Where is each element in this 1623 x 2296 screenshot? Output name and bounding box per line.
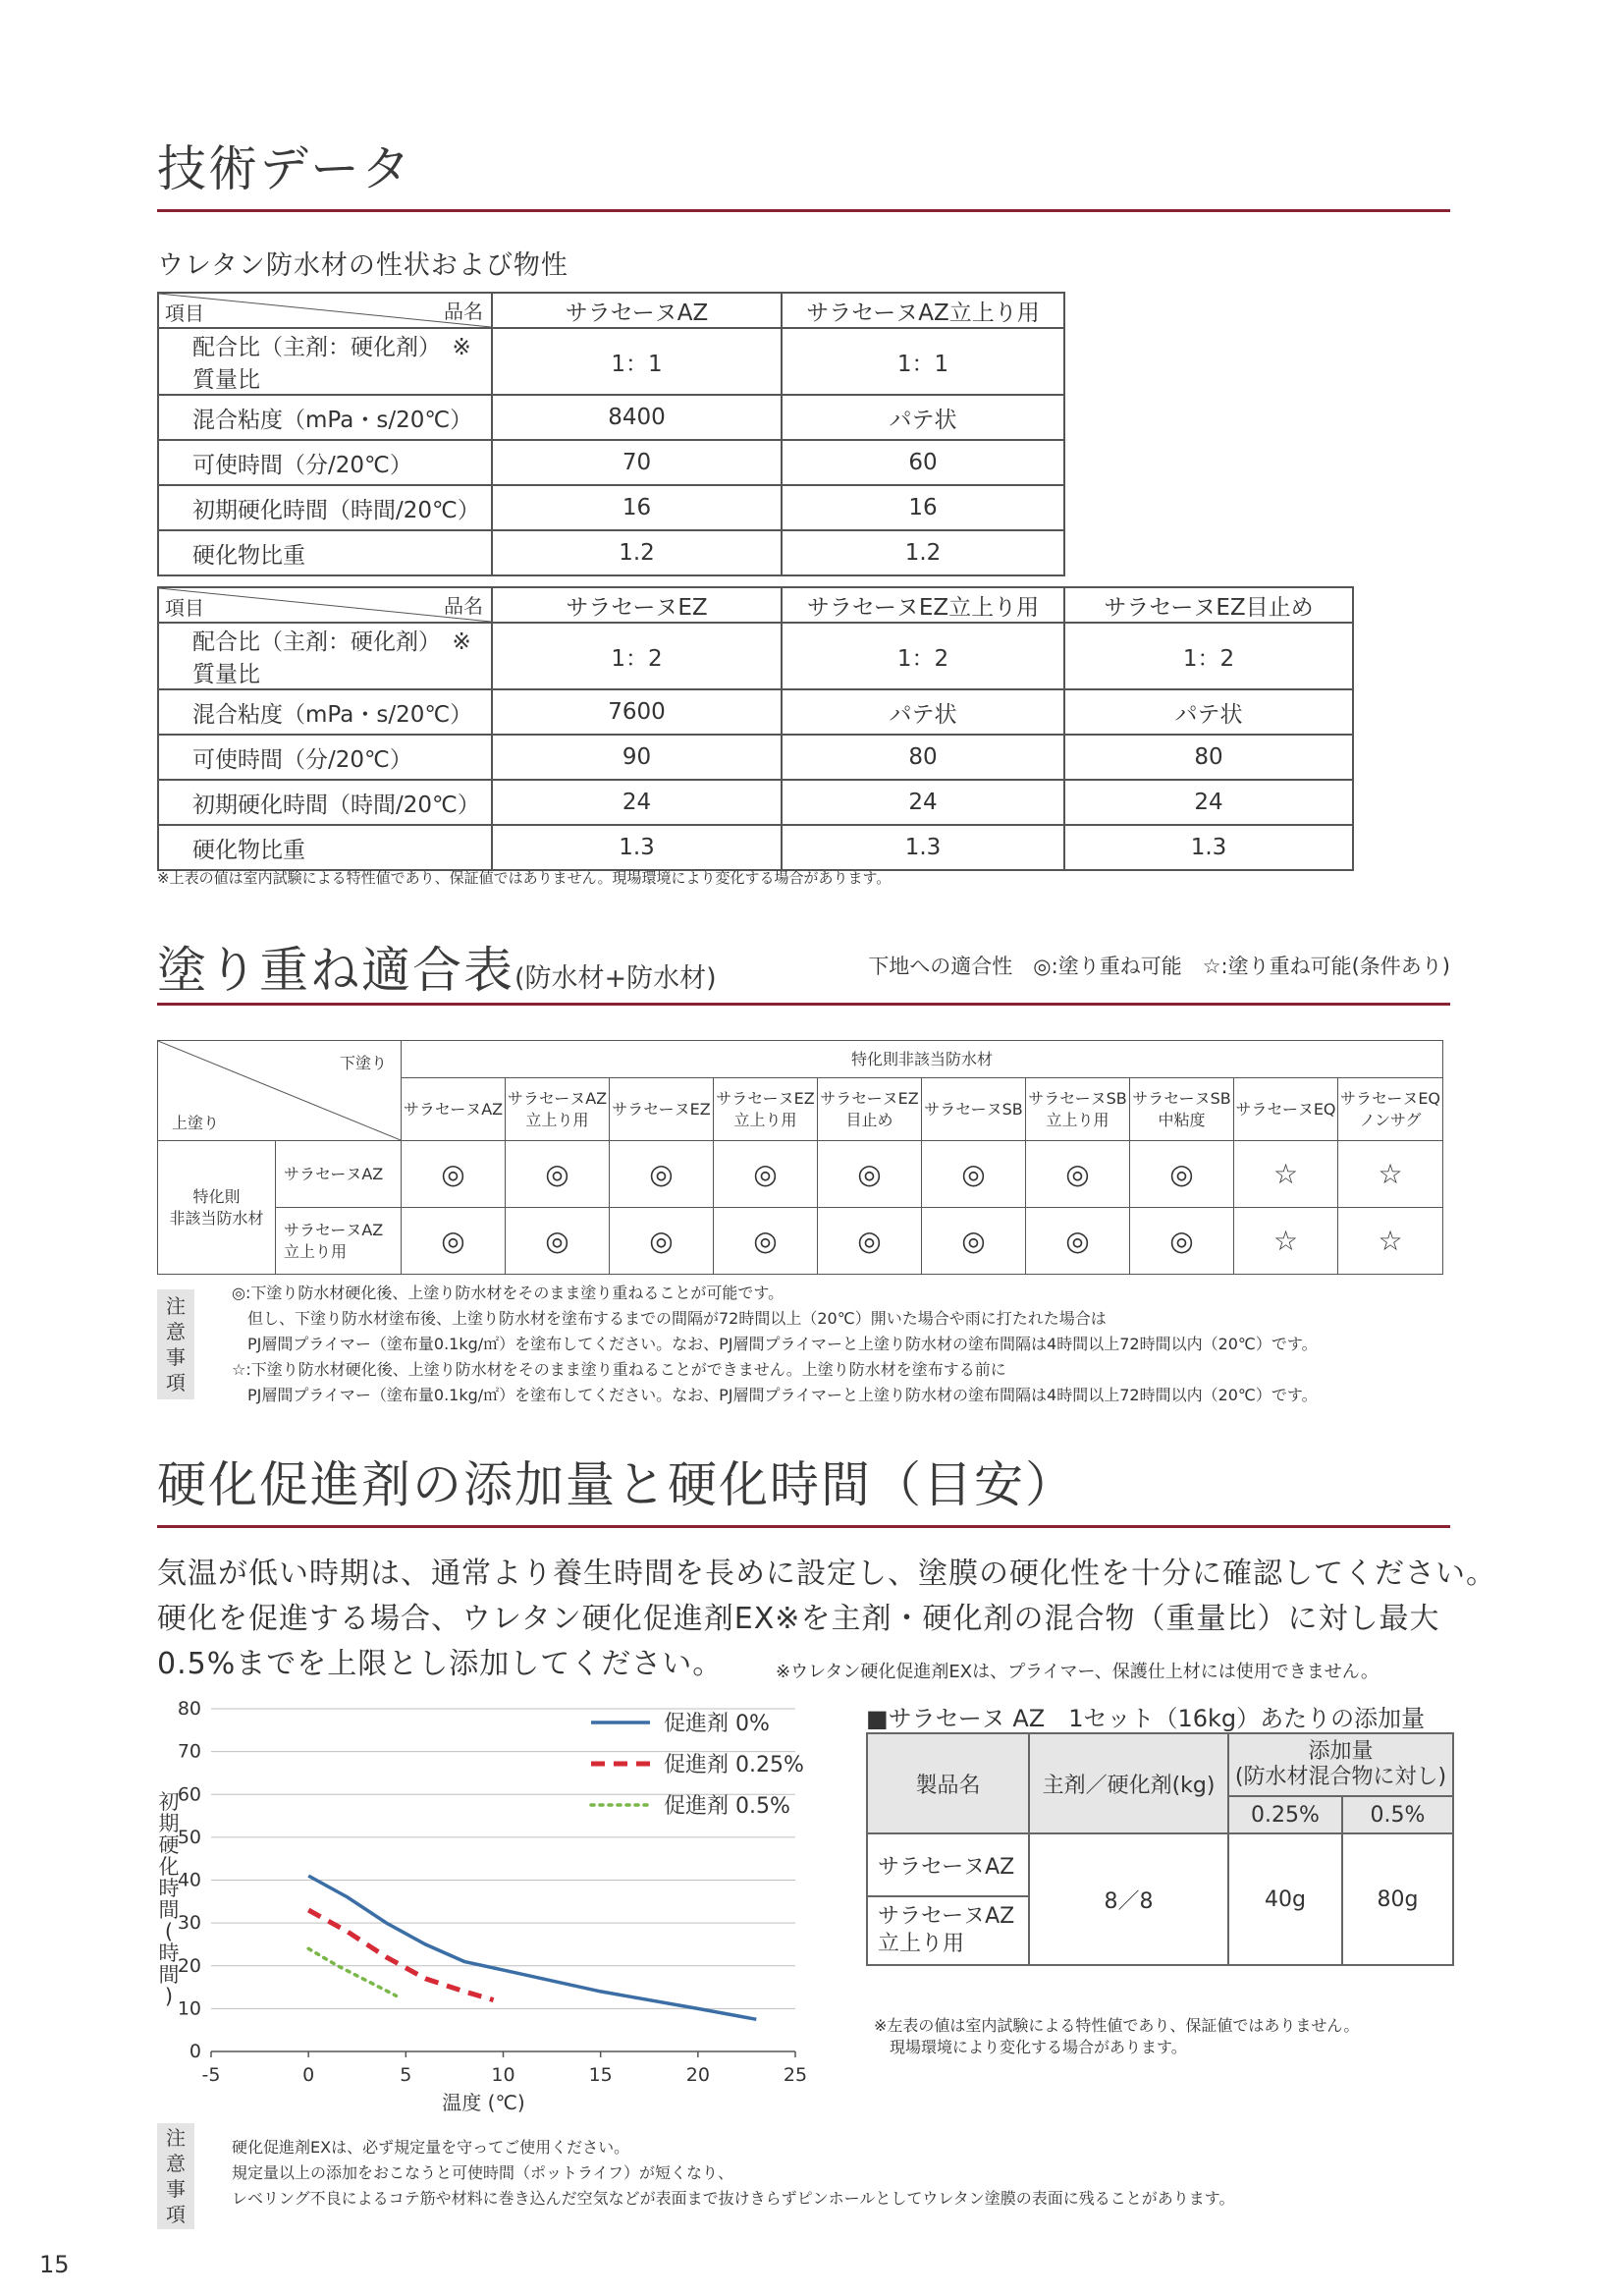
intro-line: 気温が低い時期は、通常より養生時間を長めに設定し、塗膜の硬化性を十分に確認してください。 (157, 1557, 1496, 1591)
note-line: 現場環境により変化する場合があります。 (874, 2038, 1187, 2056)
column-header-line: サラセーヌEZ (612, 1099, 711, 1119)
spec-value-cell: 1：2 (782, 623, 1064, 689)
compat-column-header (1130, 1078, 1234, 1141)
y-axis-label: 初期硬化時間(時間) (158, 1790, 180, 2008)
compat-symbol-cell: ◎ (818, 1141, 922, 1208)
spec-row-label: 硬化物比重 (158, 530, 492, 575)
compat-symbol-cell: ◎ (610, 1208, 714, 1275)
note-line: レベリング不良によるコテ筋や材料に巻き込んだ空気などが表面まで抜けきらずピンホールとしてウレタン塗膜の表面に残ることがあります。 (232, 2189, 1235, 2208)
notes-badge (157, 1289, 194, 1399)
spec-row-label: 初期硬化時間（時間/20℃） (158, 485, 492, 530)
column-header-line: サラセーヌEZ (716, 1088, 815, 1108)
diagonal-header-cell (158, 293, 492, 328)
header-add-label: 添加量 (1308, 1739, 1374, 1764)
header-item-label: 項目 (165, 596, 204, 620)
spec-value-cell: 24 (492, 780, 782, 825)
compat-column-header (1026, 1078, 1130, 1141)
title-rule (157, 1525, 1450, 1528)
column-header-line: サラセーヌEQ (1235, 1099, 1336, 1119)
badge-char: 項 (166, 1371, 186, 1394)
spec-value-cell: 1.3 (1064, 825, 1353, 870)
compat-symbol-cell: ☆ (1234, 1208, 1338, 1275)
add-cell: 80g (1342, 1833, 1453, 1965)
section-title-accel: 硬化促進剤の添加量と硬化時間（目安） (157, 1456, 1076, 1513)
x-tick-label: 5 (400, 2064, 412, 2086)
add-table-title: ■サラセーヌ AZ 1セット（16kg）あたりの添加量 (866, 1705, 1426, 1732)
spec-value-cell: 7600 (492, 689, 782, 735)
y-tick-label: 80 (177, 1698, 201, 1720)
under-coat-label: 下塗り (339, 1054, 387, 1072)
y-tick-label: 70 (177, 1740, 201, 1763)
header-pct: 0.25% (1228, 1796, 1342, 1833)
note-line: ◎:下塗り防水材硬化後、上塗り防水材をそのまま塗り重ねることが可能です。 (232, 1284, 784, 1302)
spec-value-cell: 80 (1064, 735, 1353, 780)
column-header-line: サラセーヌSB (924, 1099, 1023, 1119)
product-header: サラセーヌAZ立上り用 (782, 293, 1064, 328)
column-header-line: サラセーヌEZ (820, 1088, 919, 1108)
compat-title-suffix: (防水材+防水材) (514, 963, 717, 994)
badge-char: 注 (166, 2126, 186, 2150)
compat-column-header (818, 1078, 922, 1141)
series-line-2 (308, 1948, 396, 1995)
note-line: ※左表の値は室内試験による特性値であり、保証値ではありません。 (874, 2016, 1360, 2035)
column-header-line: サラセーヌEQ (1339, 1088, 1441, 1108)
badge-char: 意 (166, 1320, 186, 1343)
compat-row-label (276, 1141, 402, 1208)
compat-symbol-cell: ◎ (402, 1208, 506, 1275)
product-cell: サラセーヌAZ (867, 1833, 1029, 1896)
header-add (1228, 1733, 1453, 1796)
note-line: ☆:下塗り防水材硬化後、上塗り防水材をそのまま塗り重ねることができません。上塗り防水材を塗布する前に (232, 1360, 1006, 1379)
spec-value-cell: 1：2 (1064, 623, 1353, 689)
compat-symbol-cell: ◎ (922, 1208, 1026, 1275)
header-ratio: 主剤／硬化剤(kg) (1029, 1733, 1228, 1833)
add-cell: 40g (1228, 1833, 1342, 1965)
product-line: 立上り用 (878, 1932, 965, 1956)
add-table-note (874, 2015, 1359, 2058)
compat-table (157, 1040, 1443, 1275)
compat-symbol-cell: ◎ (610, 1141, 714, 1208)
header-add-sub: (防水材混合物に対し) (1234, 1765, 1447, 1789)
compat-column-header (506, 1078, 610, 1141)
intro-line: 0.5%までを上限とし添加してください。 (157, 1647, 724, 1681)
tech-subtitle: ウレタン防水材の性状および物性 (157, 250, 568, 281)
legend-label: 促進剤 0.5% (664, 1794, 790, 1819)
title-rule (157, 209, 1450, 212)
section-title-compat (157, 931, 717, 1002)
row-group-label (158, 1141, 276, 1275)
x-tick-label: 15 (588, 2064, 613, 2086)
notes-badge (157, 2123, 194, 2229)
product-cell (867, 1896, 1029, 1965)
spec-row-label: 硬化物比重 (158, 825, 492, 870)
product-header: サラセーヌEZ目止め (1064, 587, 1353, 623)
spec-row-label: 可使時間（分/20℃） (158, 735, 492, 780)
y-tick-label: 10 (177, 1997, 201, 2020)
diagonal-header-cell (158, 587, 492, 623)
compat-symbol-cell: ◎ (506, 1208, 610, 1275)
product-line: サラセーヌAZ (878, 1904, 1015, 1929)
spec-value-cell: 24 (1064, 780, 1353, 825)
cure-time-chart (147, 1691, 854, 2123)
spec-value-cell: 80 (782, 735, 1064, 780)
compat-column-header (402, 1078, 506, 1141)
compat-symbol-cell: ◎ (922, 1141, 1026, 1208)
badge-char: 項 (166, 2203, 186, 2226)
x-tick-label: 20 (685, 2064, 710, 2086)
row-group-line: 特化則 (192, 1186, 241, 1206)
section-title-tech: 技術データ (157, 140, 412, 197)
product-header: サラセーヌEZ (492, 587, 782, 623)
spec-row-label: 混合粘度（mPa・s/20℃） (158, 689, 492, 735)
spec-table-az (157, 292, 1065, 576)
compat-column-header (1338, 1078, 1443, 1141)
compat-symbol-cell: ◎ (506, 1141, 610, 1208)
header-item-label: 項目 (165, 301, 204, 325)
spec-value-cell: パテ状 (1064, 689, 1353, 735)
spec-value-cell: 24 (782, 780, 1064, 825)
note-line: PJ層間プライマー（塗布量0.1kg/㎡）を塗布してください。なお、PJ層間プライマーと上塗り防水材の塗布間隔は4時間以上72時間以内（20℃）です。 (232, 1386, 1318, 1404)
legend-label: 促進剤 0.25% (664, 1753, 804, 1777)
spec-value-cell: 60 (782, 440, 1064, 485)
title-rule (157, 1003, 1450, 1006)
header-product-label: 品名 (444, 594, 483, 618)
y-tick-label: 0 (189, 2041, 201, 2062)
compat-symbol-cell: ☆ (1338, 1208, 1443, 1275)
spec-table-ez (157, 586, 1354, 871)
spec-row-label: 配合比（主剤：硬化剤） ※質量比 (158, 623, 492, 689)
intro-line: 硬化を促進する場合、ウレタン硬化促進剤EX※を主剤・硬化剤の混合物（重量比）に対し最大 (157, 1602, 1440, 1636)
compat-symbol-cell: ☆ (1338, 1141, 1443, 1208)
compat-group-header: 特化則非該当防水材 (402, 1041, 1443, 1078)
spec-value-cell: 16 (782, 485, 1064, 530)
header-product-label: 品名 (444, 300, 483, 323)
badge-char: 事 (166, 1345, 186, 1369)
y-tick-label: 30 (177, 1912, 201, 1935)
compat-symbol-cell: ◎ (714, 1141, 818, 1208)
spec-value-cell: 1：1 (782, 328, 1064, 395)
column-header-line: サラセーヌSB (1028, 1088, 1127, 1108)
spec-row-label: 可使時間（分/20℃） (158, 440, 492, 485)
row-label-line: サラセーヌAZ (284, 1220, 384, 1239)
spec-value-cell: 1.2 (782, 530, 1064, 575)
badge-char: 意 (166, 2152, 186, 2175)
legend-label: 促進剤 0% (664, 1712, 770, 1736)
spec-row-label: 配合比（主剤：硬化剤） ※質量比 (158, 328, 492, 395)
compat-title: 塗り重ね適合表 (157, 942, 514, 999)
x-axis-label: 温度 (℃) (442, 2091, 525, 2114)
compat-symbol-cell: ◎ (714, 1208, 818, 1275)
spec-value-cell: パテ状 (782, 395, 1064, 440)
spec-row-label: 初期硬化時間（時間/20℃） (158, 780, 492, 825)
compat-row-label (276, 1208, 402, 1275)
spec-value-cell: 70 (492, 440, 782, 485)
compat-column-header (714, 1078, 818, 1141)
row-label-line: サラセーヌAZ (284, 1164, 384, 1183)
spec-value-cell: 1：1 (492, 328, 782, 395)
series-line-1 (308, 1910, 493, 2000)
product-header: サラセーヌEZ立上り用 (782, 587, 1064, 623)
spec-value-cell: 1.2 (492, 530, 782, 575)
compat-notes (232, 1281, 1318, 1408)
column-header-line: 中粘度 (1158, 1110, 1206, 1129)
spec-value-cell: 1.3 (492, 825, 782, 870)
compat-column-header (1234, 1078, 1338, 1141)
note-line: 硬化促進剤EXは、必ず規定量を守ってご使用ください。 (232, 2138, 630, 2157)
column-header-line: サラセーヌAZ (507, 1088, 608, 1108)
compat-symbol-cell: ☆ (1234, 1141, 1338, 1208)
x-tick-label: 0 (302, 2064, 315, 2086)
spec-value-cell: 16 (492, 485, 782, 530)
spec-value-cell: 90 (492, 735, 782, 780)
header-product: 製品名 (867, 1733, 1029, 1833)
spec-row-label: 混合粘度（mPa・s/20℃） (158, 395, 492, 440)
badge-char: 注 (166, 1294, 186, 1318)
tech-note: ※上表の値は室内試験による特性値であり、保証値ではありません。現場環境により変化する場合があります。 (157, 869, 892, 887)
column-header-line: サラセーヌSB (1132, 1088, 1231, 1108)
spec-value-cell: 8400 (492, 395, 782, 440)
compat-symbol-cell: ◎ (818, 1208, 922, 1275)
row-group-line: 非該当防水材 (169, 1208, 264, 1228)
product-header: サラセーヌAZ (492, 293, 782, 328)
ratio-cell: 8／8 (1029, 1833, 1228, 1965)
page-number: 15 (39, 2251, 70, 2278)
y-tick-label: 20 (177, 1954, 201, 1977)
spec-value-cell: 1：2 (492, 623, 782, 689)
note-line: PJ層間プライマー（塗布量0.1kg/㎡）を塗布してください。なお、PJ層間プライマーと上塗り防水材の塗布間隔は4時間以上72時間以内（20℃）です。 (232, 1335, 1318, 1353)
compat-symbol-cell: ◎ (1130, 1141, 1234, 1208)
badge-char: 事 (166, 2177, 186, 2201)
column-header-line: 立上り用 (1046, 1110, 1109, 1129)
column-header-line: サラセーヌAZ (403, 1099, 504, 1119)
x-tick-label: 10 (491, 2064, 515, 2086)
top-coat-label: 上塗り (172, 1114, 220, 1132)
x-tick-label: 25 (783, 2064, 808, 2086)
y-tick-label: 50 (177, 1826, 201, 1848)
compat-column-header (610, 1078, 714, 1141)
compat-legend: 下地への適合性 ◎:塗り重ね可能 ☆:塗り重ね可能(条件あり) (868, 955, 1450, 978)
spec-value-cell: パテ状 (782, 689, 1064, 735)
compat-corner-cell (158, 1041, 402, 1141)
compat-symbol-cell: ◎ (1026, 1141, 1130, 1208)
compat-symbol-cell: ◎ (402, 1141, 506, 1208)
compat-symbol-cell: ◎ (1026, 1208, 1130, 1275)
compat-symbol-cell: ◎ (1130, 1208, 1234, 1275)
header-pct: 0.5% (1342, 1796, 1453, 1833)
intro-note: ※ウレタン硬化促進剤EXは、プライマー、保護仕上材には使用できません。 (776, 1662, 1379, 1682)
y-tick-label: 40 (177, 1869, 201, 1891)
accel-notes (232, 2135, 1234, 2212)
note-line: 規定量以上の添加をおこなうと可使時間（ポットライフ）が短くなり、 (232, 2163, 734, 2182)
column-header-line: 立上り用 (733, 1110, 797, 1129)
column-header-line: ノンサグ (1359, 1110, 1422, 1129)
x-tick-label: -5 (201, 2064, 221, 2086)
spec-value-cell: 1.3 (782, 825, 1064, 870)
addition-table (866, 1732, 1454, 1966)
y-tick-label: 60 (177, 1783, 201, 1806)
compat-column-header (922, 1078, 1026, 1141)
column-header-line: 目止め (845, 1110, 893, 1129)
column-header-line: 立上り用 (525, 1110, 589, 1129)
row-label-line: 立上り用 (284, 1241, 348, 1261)
note-line: 但し、下塗り防水材塗布後、上塗り防水材を塗布するまでの間隔が72時間以上（20℃）開いた場合や雨に打たれた場合は (232, 1309, 1107, 1328)
